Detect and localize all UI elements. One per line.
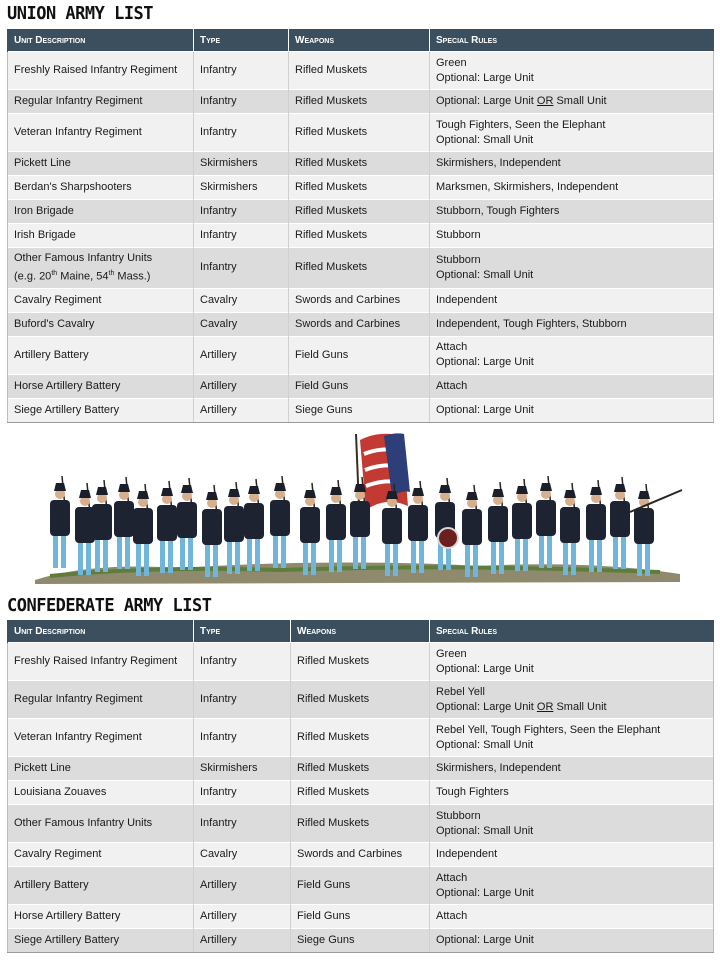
soldier-kepi xyxy=(466,492,478,500)
unit-description-cell xyxy=(8,176,194,200)
trouser-leg xyxy=(86,539,91,575)
trouser-leg xyxy=(247,535,252,571)
header-type: Type xyxy=(194,620,291,643)
soldier-coat xyxy=(326,504,346,540)
cell-line: Stubborn xyxy=(436,253,481,266)
unit-description-cell xyxy=(8,52,194,90)
header-unit-description: Unit Description xyxy=(8,29,194,52)
special-rules-cell xyxy=(430,200,714,224)
cell-line: Stubborn xyxy=(436,229,481,241)
header-weapons: Weapons xyxy=(291,620,430,643)
weapons-cell: Field Guns xyxy=(289,374,430,398)
special-rules-cell xyxy=(430,781,714,805)
trouser-leg xyxy=(205,541,210,577)
type-cell: Infantry xyxy=(194,52,289,90)
trouser-leg xyxy=(353,533,358,569)
special-rules-cell xyxy=(430,757,714,781)
weapons-cell: Rifled Muskets xyxy=(289,152,430,176)
header-type: Type xyxy=(194,29,289,52)
confederate-army-table xyxy=(7,620,714,953)
header-unit-description: Unit Description xyxy=(8,620,194,643)
soldier-coat xyxy=(157,505,177,541)
soldier-kepi xyxy=(79,490,91,498)
trouser-leg xyxy=(117,533,122,569)
cell-line: Cavalry Regiment xyxy=(14,293,102,306)
cell-line: Optional: Small Unit xyxy=(436,738,534,751)
trouser-leg xyxy=(621,533,626,569)
table-row xyxy=(8,312,714,336)
cell-line: Optional: Large Unit xyxy=(436,886,534,899)
special-rules-cell xyxy=(430,114,714,152)
type-cell: Infantry xyxy=(194,781,291,805)
unit-description-cell xyxy=(8,681,194,719)
special-rules-cell xyxy=(430,52,714,90)
table-row xyxy=(8,867,714,905)
trouser-leg xyxy=(571,539,576,575)
weapons-cell: Field Guns xyxy=(291,905,430,929)
soldier-coat xyxy=(634,508,654,544)
type-cell: Cavalry xyxy=(194,843,291,867)
soldier-coat xyxy=(350,501,370,537)
trouser-leg xyxy=(255,535,260,571)
weapons-cell: Rifled Muskets xyxy=(289,224,430,248)
trouser-leg xyxy=(645,540,650,576)
cell-line: Berdan's Sharpshooters xyxy=(14,181,132,193)
cell-line: Optional: Large Unit xyxy=(436,71,534,84)
cell-line: Artillery Battery xyxy=(14,348,89,361)
cell-line: Artillery Battery xyxy=(14,879,89,891)
soldier-kepi xyxy=(638,491,650,499)
cell-line: Independent xyxy=(436,293,498,306)
cell-line: Tough Fighters, Seen the Elephant xyxy=(436,118,606,131)
trouser-leg xyxy=(329,536,334,572)
miniatures-figures xyxy=(35,433,682,584)
weapons-cell: Rifled Muskets xyxy=(289,200,430,224)
cell-line: Green xyxy=(436,647,467,660)
cell-line: Green xyxy=(436,56,467,69)
soldier-kepi xyxy=(137,491,149,499)
soldier-kepi xyxy=(439,485,451,493)
cell-line: Marksmen, Skirmishers, Independent xyxy=(436,181,619,193)
soldier-kepi xyxy=(564,490,576,498)
cell-line: Attach xyxy=(436,910,468,922)
trouser-leg xyxy=(499,538,504,574)
table-header-row xyxy=(8,29,714,52)
weapons-cell: Swords and Carbines xyxy=(291,843,430,867)
trouser-leg xyxy=(491,538,496,574)
type-cell: Skirmishers xyxy=(194,152,289,176)
soldier-coat xyxy=(224,506,244,542)
soldier-kepi xyxy=(516,486,528,494)
type-cell: Skirmishers xyxy=(194,757,291,781)
special-rules-cell xyxy=(430,929,714,953)
weapons-cell: Siege Guns xyxy=(289,398,430,422)
special-rules-cell xyxy=(430,374,714,398)
type-cell: Cavalry xyxy=(194,312,289,336)
type-cell: Infantry xyxy=(194,719,291,757)
soldier-coat xyxy=(586,504,606,540)
table-row xyxy=(8,643,714,681)
unit-description-cell xyxy=(8,929,194,953)
weapons-cell: Field Guns xyxy=(289,336,430,374)
trouser-leg xyxy=(103,536,108,572)
soldier-coat xyxy=(114,501,134,537)
cell-line: Stubborn xyxy=(436,809,481,822)
cell-line: Other Famous Infantry Units xyxy=(14,252,153,264)
cell-line: Pickett Line xyxy=(14,762,71,774)
unit-description-cell xyxy=(8,312,194,336)
type-cell: Infantry xyxy=(194,643,291,681)
cell-line: Veteran Infantry Regiment xyxy=(14,126,142,138)
trouser-leg xyxy=(303,539,308,575)
trouser-leg xyxy=(637,540,642,576)
trouser-leg xyxy=(337,536,342,572)
union-army-list-title: UNION ARMY LIST xyxy=(7,3,154,25)
cell-line: Iron Brigade xyxy=(14,205,74,217)
cell-line: Siege Artillery Battery xyxy=(14,934,120,946)
trouser-leg xyxy=(393,540,398,576)
special-rules-cell xyxy=(430,176,714,200)
drum xyxy=(438,528,458,548)
soldier-coat xyxy=(408,505,428,541)
header-special-rules: Special Rules xyxy=(430,620,714,643)
table-row xyxy=(8,843,714,867)
type-cell: Artillery xyxy=(194,336,289,374)
cell-line: Independent xyxy=(436,848,498,860)
trouser-leg xyxy=(419,537,424,573)
soldier-kepi xyxy=(304,490,316,498)
trouser-leg xyxy=(95,536,100,572)
unit-description-cell xyxy=(8,152,194,176)
soldier-kepi xyxy=(386,491,398,499)
special-rules-cell xyxy=(430,224,714,248)
cell-line: Veteran Infantry Regiment xyxy=(14,731,142,743)
weapons-cell: Rifled Muskets xyxy=(291,643,430,681)
unit-description-cell xyxy=(8,719,194,757)
type-cell: Infantry xyxy=(194,114,289,152)
special-rules-cell xyxy=(430,336,714,374)
unit-description-cell xyxy=(8,374,194,398)
weapons-cell: Rifled Muskets xyxy=(289,248,430,289)
cell-line: Other Famous Infantry Units xyxy=(14,817,153,829)
cell-line: Horse Artillery Battery xyxy=(14,910,121,922)
soldier-kepi xyxy=(228,489,240,497)
type-cell: Infantry xyxy=(194,224,289,248)
header-special-rules: Special Rules xyxy=(430,29,714,52)
unit-description-cell xyxy=(8,805,194,843)
cell-line: Pickett Line xyxy=(14,157,71,169)
soldier-coat xyxy=(270,500,290,536)
table-row xyxy=(8,681,714,719)
table-row xyxy=(8,152,714,176)
weapons-cell: Swords and Carbines xyxy=(289,288,430,312)
cell-line: Optional: Large Unit xyxy=(436,662,534,675)
union-army-table xyxy=(7,29,714,423)
unit-description-cell xyxy=(8,781,194,805)
trouser-leg xyxy=(361,533,366,569)
cell-line: Attach xyxy=(436,341,468,354)
soldier-kepi xyxy=(274,483,286,491)
soldier-kepi xyxy=(161,488,173,496)
soldier-kepi xyxy=(330,487,342,495)
weapons-cell: Rifled Muskets xyxy=(289,114,430,152)
trouser-leg xyxy=(144,540,149,576)
cell-line: Optional: Small Unit xyxy=(436,268,534,281)
type-cell: Infantry xyxy=(194,248,289,289)
soldier-coat xyxy=(202,509,222,545)
weapons-cell: Rifled Muskets xyxy=(289,90,430,114)
trouser-leg xyxy=(281,532,286,568)
special-rules-cell xyxy=(430,867,714,905)
cell-line: (e.g. 20th Maine, 54th Mass.) xyxy=(14,270,151,283)
table-row xyxy=(8,805,714,843)
weapons-cell: Rifled Muskets xyxy=(291,781,430,805)
cell-line: Independent, Tough Fighters, Stubborn xyxy=(436,317,627,330)
trouser-leg xyxy=(160,537,165,573)
table-row xyxy=(8,757,714,781)
table-header-row xyxy=(8,620,714,643)
soldier-kepi xyxy=(590,487,602,495)
weapons-cell: Rifled Muskets xyxy=(291,719,430,757)
table-row xyxy=(8,114,714,152)
table-row xyxy=(8,398,714,422)
type-cell: Infantry xyxy=(194,681,291,719)
trouser-leg xyxy=(136,540,141,576)
table-row xyxy=(8,224,714,248)
soldier-coat xyxy=(133,508,153,544)
soldier-coat xyxy=(92,504,112,540)
soldier-coat xyxy=(244,503,264,539)
trouser-leg xyxy=(515,535,520,571)
special-rules-cell xyxy=(430,398,714,422)
trouser-leg xyxy=(539,532,544,568)
weapons-cell: Siege Guns xyxy=(291,929,430,953)
table-row xyxy=(8,176,714,200)
trouser-leg xyxy=(213,541,218,577)
cell-line: Buford's Cavalry xyxy=(14,317,95,330)
unit-description-cell xyxy=(8,867,194,905)
table-row xyxy=(8,336,714,374)
cell-line: Louisiana Zouaves xyxy=(14,786,107,798)
table-row xyxy=(8,90,714,114)
cell-line: Tough Fighters xyxy=(436,786,509,798)
type-cell: Artillery xyxy=(194,905,291,929)
cell-line: Optional: Large Unit OR Small Unit xyxy=(436,700,607,713)
weapons-cell: Field Guns xyxy=(291,867,430,905)
trouser-leg xyxy=(188,534,193,570)
weapons-cell: Rifled Muskets xyxy=(291,681,430,719)
confederate-army-list-title: CONFEDERATE ARMY LIST xyxy=(7,595,212,617)
cell-line: Freshly Raised Infantry Regiment xyxy=(14,655,178,667)
soldier-coat xyxy=(610,501,630,537)
header-weapons: Weapons xyxy=(289,29,430,52)
trouser-leg xyxy=(311,539,316,575)
cell-line: Siege Artillery Battery xyxy=(14,403,120,416)
cell-line: Irish Brigade xyxy=(14,229,76,241)
trouser-leg xyxy=(563,539,568,575)
soldier-coat xyxy=(488,506,508,542)
weapons-cell: Rifled Muskets xyxy=(291,757,430,781)
cell-line: Rebel Yell xyxy=(436,685,485,698)
type-cell: Infantry xyxy=(194,805,291,843)
table-row xyxy=(8,781,714,805)
trouser-leg xyxy=(411,537,416,573)
unit-description-cell xyxy=(8,248,194,289)
trouser-leg xyxy=(613,533,618,569)
table-row xyxy=(8,905,714,929)
cell-line: Optional: Small Unit xyxy=(436,824,534,837)
table-row xyxy=(8,52,714,90)
unit-description-cell xyxy=(8,114,194,152)
type-cell: Skirmishers xyxy=(194,176,289,200)
soldier-kepi xyxy=(614,484,626,492)
table-row xyxy=(8,200,714,224)
cell-line: Optional: Small Unit xyxy=(436,133,534,146)
unit-description-cell xyxy=(8,757,194,781)
weapons-cell: Rifled Muskets xyxy=(289,176,430,200)
special-rules-cell xyxy=(430,152,714,176)
soldier-kepi xyxy=(354,484,366,492)
trouser-leg xyxy=(53,532,58,568)
weapons-cell: Swords and Carbines xyxy=(289,312,430,336)
trouser-leg xyxy=(547,532,552,568)
type-cell: Artillery xyxy=(194,929,291,953)
cell-line: Skirmishers, Independent xyxy=(436,157,561,169)
special-rules-cell xyxy=(430,90,714,114)
type-cell: Artillery xyxy=(194,398,289,422)
cell-line: Optional: Large Unit OR Small Unit xyxy=(436,95,607,107)
soldier-coat xyxy=(560,507,580,543)
cell-line: Stubborn, Tough Fighters xyxy=(436,205,560,217)
unit-description-cell xyxy=(8,200,194,224)
soldier-coat xyxy=(512,503,532,539)
trouser-leg xyxy=(61,532,66,568)
table-row xyxy=(8,719,714,757)
cell-line: Optional: Large Unit xyxy=(436,934,534,946)
special-rules-cell xyxy=(430,248,714,289)
cell-line: Attach xyxy=(436,871,468,884)
soldier-kepi xyxy=(248,486,260,494)
special-rules-cell xyxy=(430,643,714,681)
cell-line: Optional: Large Unit xyxy=(436,356,534,369)
type-cell: Artillery xyxy=(194,374,289,398)
soldier-coat xyxy=(536,500,556,536)
cell-line: Skirmishers, Independent xyxy=(436,762,561,774)
special-rules-cell xyxy=(430,805,714,843)
soldier-kepi xyxy=(181,485,193,493)
cell-line: Horse Artillery Battery xyxy=(14,379,121,392)
trouser-leg xyxy=(78,539,83,575)
table-row xyxy=(8,248,714,289)
type-cell: Infantry xyxy=(194,200,289,224)
cell-line: Regular Infantry Regiment xyxy=(14,693,143,705)
weapons-cell: Rifled Muskets xyxy=(291,805,430,843)
soldier-coat xyxy=(300,507,320,543)
weapons-cell: Rifled Muskets xyxy=(289,52,430,90)
unit-description-cell xyxy=(8,905,194,929)
trouser-leg xyxy=(597,536,602,572)
trouser-leg xyxy=(523,535,528,571)
cell-line: Optional: Large Unit xyxy=(436,403,534,416)
soldier-coat xyxy=(50,500,70,536)
cell-line: Cavalry Regiment xyxy=(14,848,102,860)
soldier-kepi xyxy=(540,483,552,491)
cell-line: Rebel Yell, Tough Fighters, Seen the Elephant xyxy=(436,723,661,736)
soldier-kepi xyxy=(54,483,66,491)
trouser-leg xyxy=(227,538,232,574)
table-row xyxy=(8,374,714,398)
soldier-kepi xyxy=(118,484,130,492)
unit-description-cell xyxy=(8,336,194,374)
type-cell: Infantry xyxy=(194,90,289,114)
unit-description-cell xyxy=(8,90,194,114)
type-cell: Cavalry xyxy=(194,288,289,312)
soldier-coat xyxy=(177,502,197,538)
trouser-leg xyxy=(473,541,478,577)
special-rules-cell xyxy=(430,719,714,757)
special-rules-cell xyxy=(430,288,714,312)
special-rules-cell xyxy=(430,905,714,929)
soldier-kepi xyxy=(412,488,424,496)
soldier-kepi xyxy=(206,492,218,500)
special-rules-cell xyxy=(430,681,714,719)
special-rules-cell xyxy=(430,843,714,867)
table-row xyxy=(8,929,714,953)
table-row xyxy=(8,288,714,312)
trouser-leg xyxy=(180,534,185,570)
leveled-musket xyxy=(630,490,682,512)
type-cell: Artillery xyxy=(194,867,291,905)
unit-description-cell xyxy=(8,398,194,422)
trouser-leg xyxy=(235,538,240,574)
trouser-leg xyxy=(273,532,278,568)
trouser-leg xyxy=(589,536,594,572)
unit-description-cell xyxy=(8,288,194,312)
unit-description-cell xyxy=(8,843,194,867)
unit-description-cell xyxy=(8,643,194,681)
miniatures-photo xyxy=(30,430,685,590)
unit-description-cell xyxy=(8,224,194,248)
trouser-leg xyxy=(168,537,173,573)
trouser-leg xyxy=(385,540,390,576)
trouser-leg xyxy=(125,533,130,569)
soldier-coat xyxy=(382,508,402,544)
cell-line: Attach xyxy=(436,379,468,392)
trouser-leg xyxy=(465,541,470,577)
soldier-kepi xyxy=(96,487,108,495)
soldier-coat xyxy=(462,509,482,545)
cell-line: Regular Infantry Regiment xyxy=(14,95,143,107)
soldier-kepi xyxy=(492,489,504,497)
cell-line: Freshly Raised Infantry Regiment xyxy=(14,64,178,76)
special-rules-cell xyxy=(430,312,714,336)
